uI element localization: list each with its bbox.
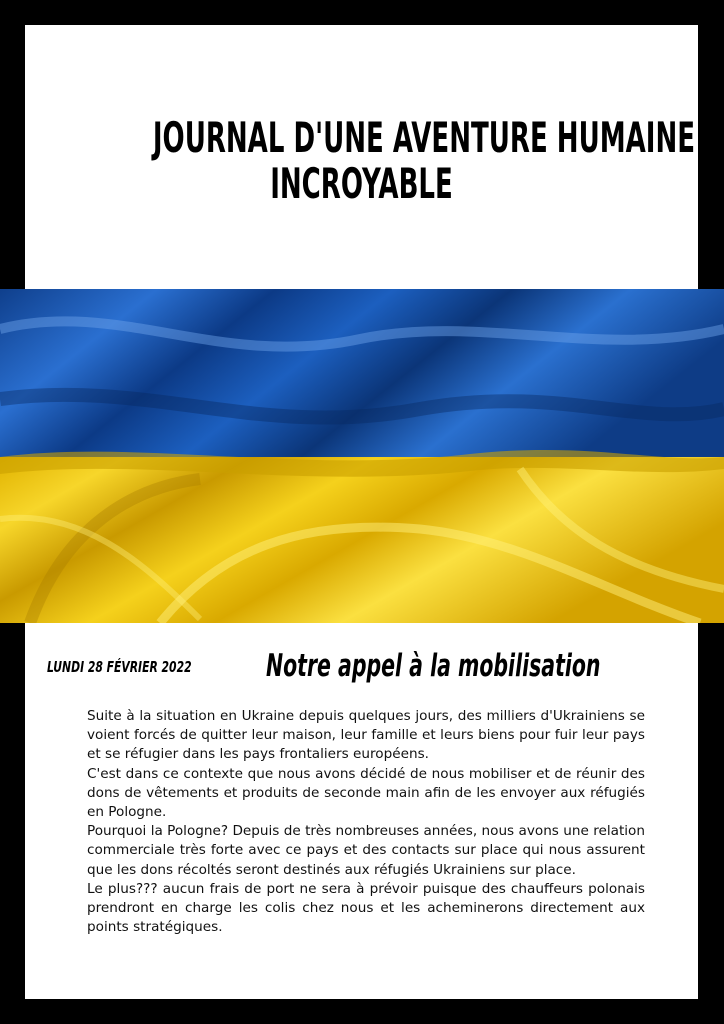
title-line-2: INCROYABLE: [270, 159, 453, 208]
article-body: [87, 707, 645, 937]
flag-blue-band: [0, 289, 724, 461]
paragraph-1: Suite à la situation en Ukraine depuis quelques jours, des milliers d'Ukrainiens se voient forcés de quitter leur maison, leur famille et leurs biens pour fuir leur pays et se réfugier dans les pays frontaliers européens.: [87, 708, 645, 763]
title-line-1: JOURNAL D'UNE AVENTURE HUMAINE: [152, 113, 696, 162]
issue-date: LUNDI 28 FÉVRIER 2022: [47, 658, 192, 676]
page-title: [152, 113, 696, 208]
article-headline: Notre appel à la mobilisation: [266, 648, 601, 684]
paragraph-2: C'est dans ce contexte que nous avons décidé de nous mobiliser et de réunir des dons de vêtements et produits de seconde main afin de les envoyer aux réfugiés en Pologne.: [87, 765, 645, 821]
paragraph-4: Le plus??? aucun frais de port ne sera à prévoir puisque des chauffeurs polonais prendront en charge les colis chez nous et les acheminerons directement aux points stratégiques.: [87, 880, 645, 936]
ukraine-flag-image: [0, 289, 724, 623]
paragraph-3: Pourquoi la Pologne? Depuis de très nombreuses années, nous avons une relation commerciale très forte avec ce pays et des contacts sur place qui nous assurent que les dons récoltés seront destinés aux réfugiés Ukrainiens sur place.: [87, 823, 645, 878]
